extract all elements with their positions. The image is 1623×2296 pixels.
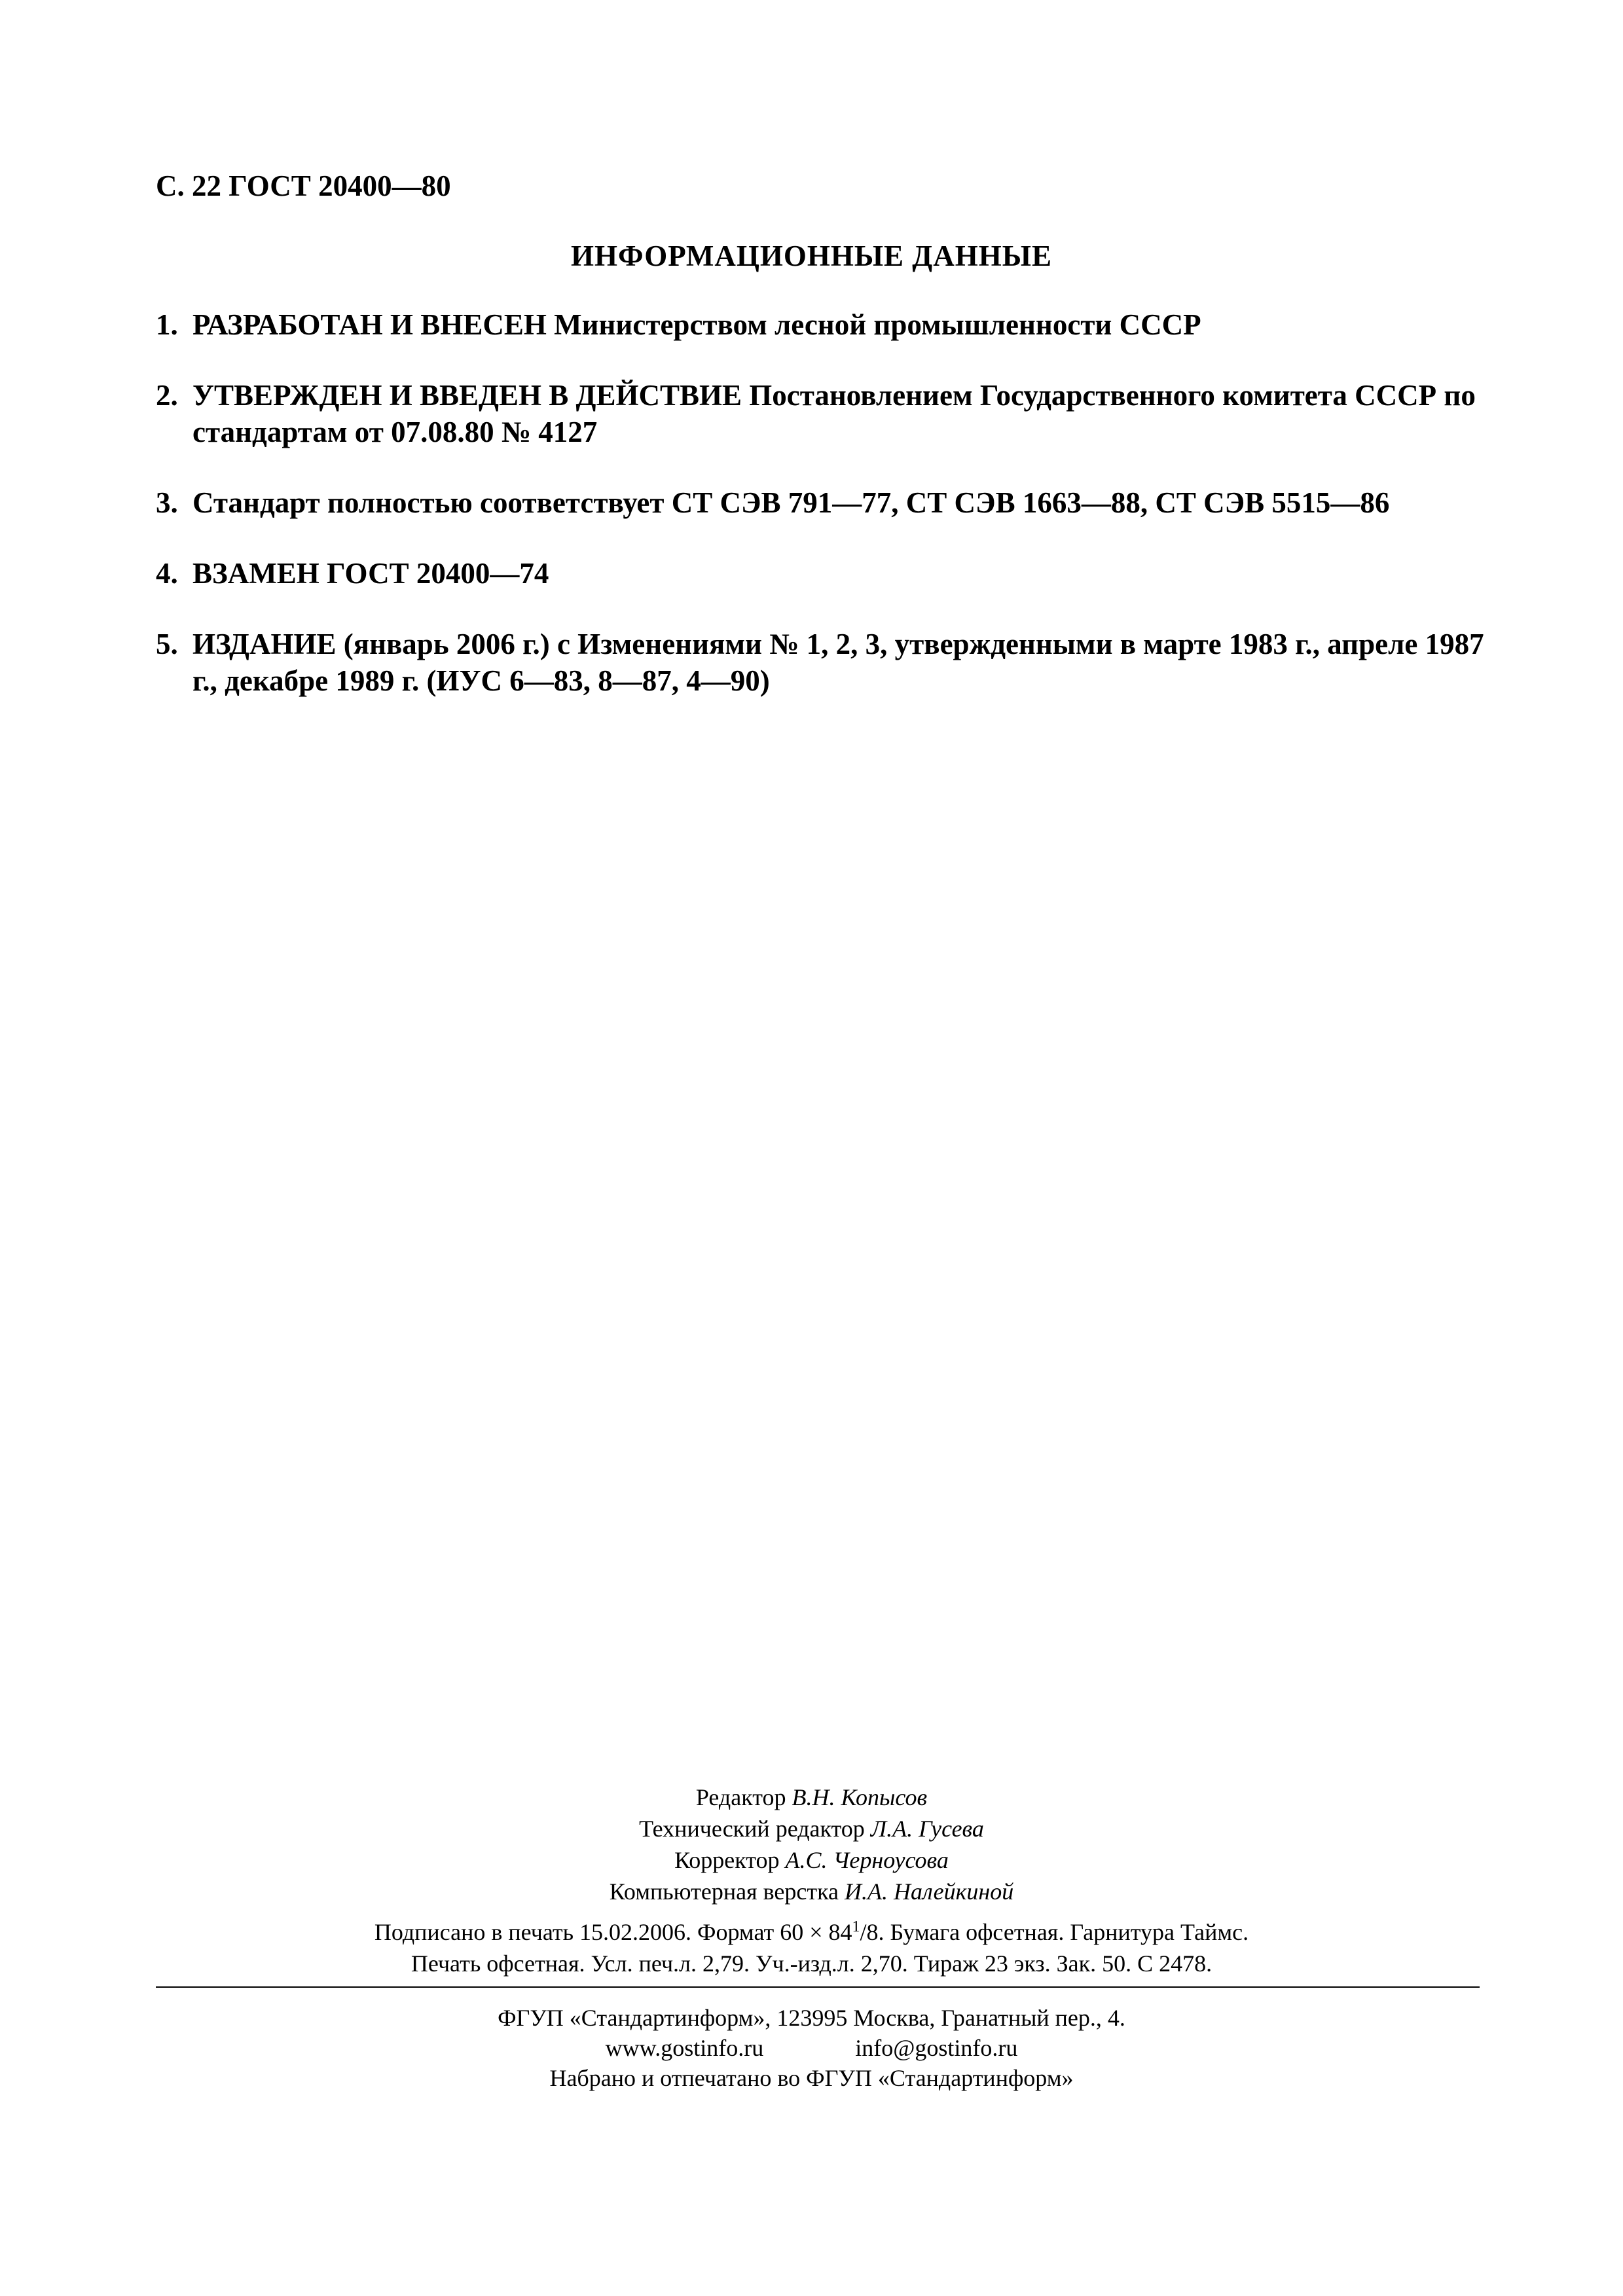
credit-person: Л.А. Гусева (870, 1816, 984, 1842)
print-info-format-superscript: 1 (852, 1918, 860, 1935)
page-header: С. 22 ГОСТ 20400—80 (156, 170, 451, 202)
publisher-email-link[interactable]: info@gostinfo.ru (855, 2035, 1018, 2061)
divider-line (156, 1986, 1480, 1988)
section-title: ИНФОРМАЦИОННЫЕ ДАННЫЕ (571, 240, 1052, 272)
info-item-number: 1. (156, 308, 178, 341)
credit-role: Редактор (695, 1784, 786, 1810)
credit-person: А.С. Черноусова (785, 1847, 949, 1873)
info-item-text: УТВЕРЖДЕН И ВВЕДЕН В ДЕЙСТВИЕ Постановлением Государственного комитета СССР по стандартам от 07.08.80 № 4127 (192, 379, 1476, 448)
info-item-text: ВЗАМЕН ГОСТ 20400—74 (192, 557, 549, 590)
credit-line (0, 1876, 1623, 1907)
info-list (156, 306, 1485, 733)
info-item (156, 626, 1485, 699)
print-info-format-text: Подписано в печать 15.02.2006. Формат 60 × 84 (374, 1919, 852, 1945)
info-item-number: 2. (156, 379, 178, 412)
credit-line (0, 1844, 1623, 1876)
credit-person: В.Н. Копысов (792, 1784, 928, 1810)
publisher-block (0, 2003, 1623, 2093)
info-item-number: 4. (156, 557, 178, 590)
publisher-printed-by: Набрано и отпечатано во ФГУП «Стандартинформ» (549, 2065, 1074, 2091)
credit-role: Технический редактор (639, 1816, 865, 1842)
credit-line (0, 1782, 1623, 1813)
print-info (0, 1916, 1623, 1979)
publisher-address: ФГУП «Стандартинформ», 123995 Москва, Гранатный пер., 4. (498, 2005, 1125, 2031)
info-item-text: РАЗРАБОТАН И ВНЕСЕН Министерством лесной промышленности СССР (192, 308, 1201, 341)
publisher-website-link[interactable]: www.gostinfo.ru (605, 2035, 764, 2061)
publisher-contacts (0, 2033, 1623, 2063)
print-info-paper-text: /8. Бумага офсетная. Гарнитура Таймс. (860, 1919, 1249, 1945)
credit-role: Компьютерная верстка (609, 1878, 839, 1905)
info-item (156, 484, 1485, 521)
info-item (156, 555, 1485, 592)
info-item-text: Стандарт полностью соответствует СТ СЭВ 791—77, СТ СЭВ 1663—88, СТ СЭВ 5515—86 (192, 486, 1390, 519)
print-info-line-1 (0, 1916, 1623, 1948)
credits-block (0, 1782, 1623, 1907)
credit-role: Корректор (674, 1847, 780, 1873)
credit-person: И.А. Налейкиной (845, 1878, 1014, 1905)
info-item-number: 5. (156, 628, 178, 660)
info-item (156, 306, 1485, 343)
credit-line (0, 1813, 1623, 1844)
info-item-text: ИЗДАНИЕ (январь 2006 г.) с Изменениями № 1, 2, 3, утвержденными в марте 1983 г., апреле 1987 г., декабре 1989 г. (ИУС 6—83, 8—87, 4—90) (192, 628, 1484, 697)
info-item (156, 377, 1485, 450)
info-item-number: 3. (156, 486, 178, 519)
print-info-line-2: Печать офсетная. Усл. печ.л. 2,79. Уч.-изд.л. 2,70. Тираж 23 экз. Зак. 50. С 2478. (410, 1950, 1213, 1977)
